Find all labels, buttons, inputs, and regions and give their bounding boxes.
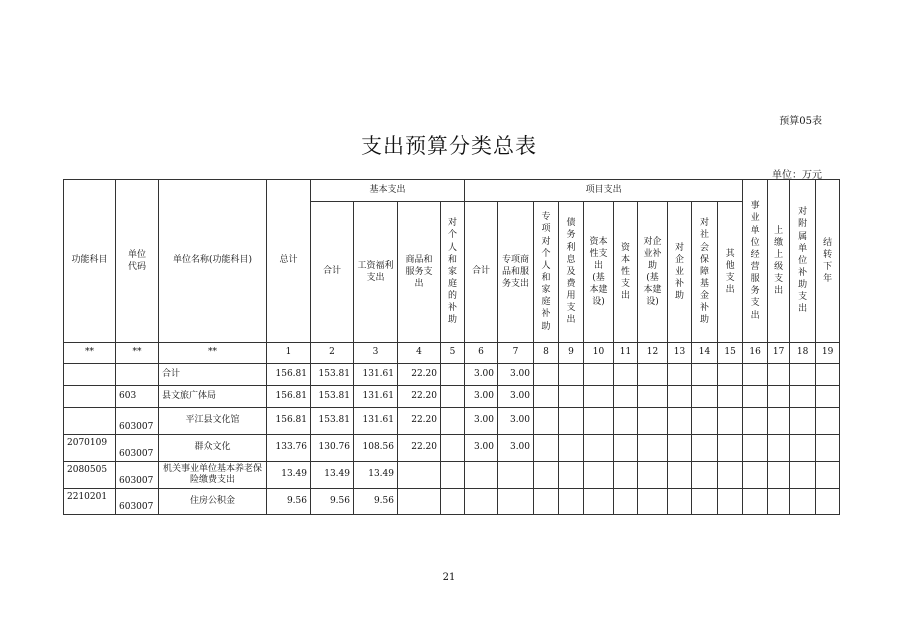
header-unit-name: 单位名称(功能科目) xyxy=(159,180,267,343)
table-row: 2070109 603007 群众文化 133.76 130.76 108.56 22.20 3.00 3.00 xyxy=(64,435,840,462)
header-other-2: 上缴上级支出 xyxy=(768,180,790,343)
header-project-capital-build: 资本性支出(基本建设) xyxy=(584,202,614,343)
table-row: 603007 平江县文化馆 156.81 153.81 131.61 22.20 3.00 3.00 xyxy=(64,408,840,435)
header-project-total: 合计 xyxy=(465,202,498,343)
header-project-personal: 专项对个人和家庭补助 xyxy=(534,202,559,343)
header-other-3: 对附属单位补助支出 xyxy=(790,180,816,343)
header-other-1: 事业单位经营服务支出 xyxy=(743,180,768,343)
unit-label: 单位：万元 xyxy=(772,170,822,181)
page-number: 21 xyxy=(442,572,456,583)
header-total: 总计 xyxy=(267,180,311,343)
budget-table xyxy=(63,179,840,515)
header-func-subject: 功能科目 xyxy=(64,180,116,343)
header-project-goods: 专项商品和服务支出 xyxy=(498,202,534,343)
table-number: 预算05表 xyxy=(779,116,822,127)
table-row: 2210201 603007 住房公积金 9.56 9.56 9.56 xyxy=(64,489,840,515)
header-project-enterprise-build: 对企业补助(基本建设) xyxy=(638,202,668,343)
header-basic-wage: 工资福利支出 xyxy=(354,202,398,343)
header-basic-total: 合计 xyxy=(311,202,354,343)
table-row: 2080505 603007 机关事业单位基本养老保险缴费支出 13.49 13.49 13.49 xyxy=(64,462,840,489)
header-project-other: 其他支出 xyxy=(718,202,743,343)
header-project-capital: 资本性支出 xyxy=(614,202,638,343)
header-project-enterprise: 对企业补助 xyxy=(668,202,692,343)
header-other-4: 结转下年 xyxy=(816,180,840,343)
table-row: 合计 156.81 153.81 131.61 22.20 3.00 3.00 xyxy=(64,364,840,386)
index-row: ** ** ** 1 2 3 4 5 6 7 8 9 10 11 12 13 14 15 16 17 18 19 xyxy=(64,343,840,364)
header-project-group: 项目支出 xyxy=(465,180,743,202)
header-project-social: 对社会保障基金补助 xyxy=(692,202,718,343)
table-row: 603 县文旅广体局 156.81 153.81 131.61 22.20 3.00 3.00 xyxy=(64,386,840,408)
header-project-debt: 债务利息及费用支出 xyxy=(559,202,584,343)
page-title: 支出预算分类总表 xyxy=(361,134,537,158)
header-basic-goods: 商品和服务支出 xyxy=(398,202,441,343)
header-basic-personal: 对个人和家庭的补助 xyxy=(441,202,465,343)
header-basic-group: 基本支出 xyxy=(311,180,465,202)
header-unit-code: 单位代码 xyxy=(116,180,159,343)
